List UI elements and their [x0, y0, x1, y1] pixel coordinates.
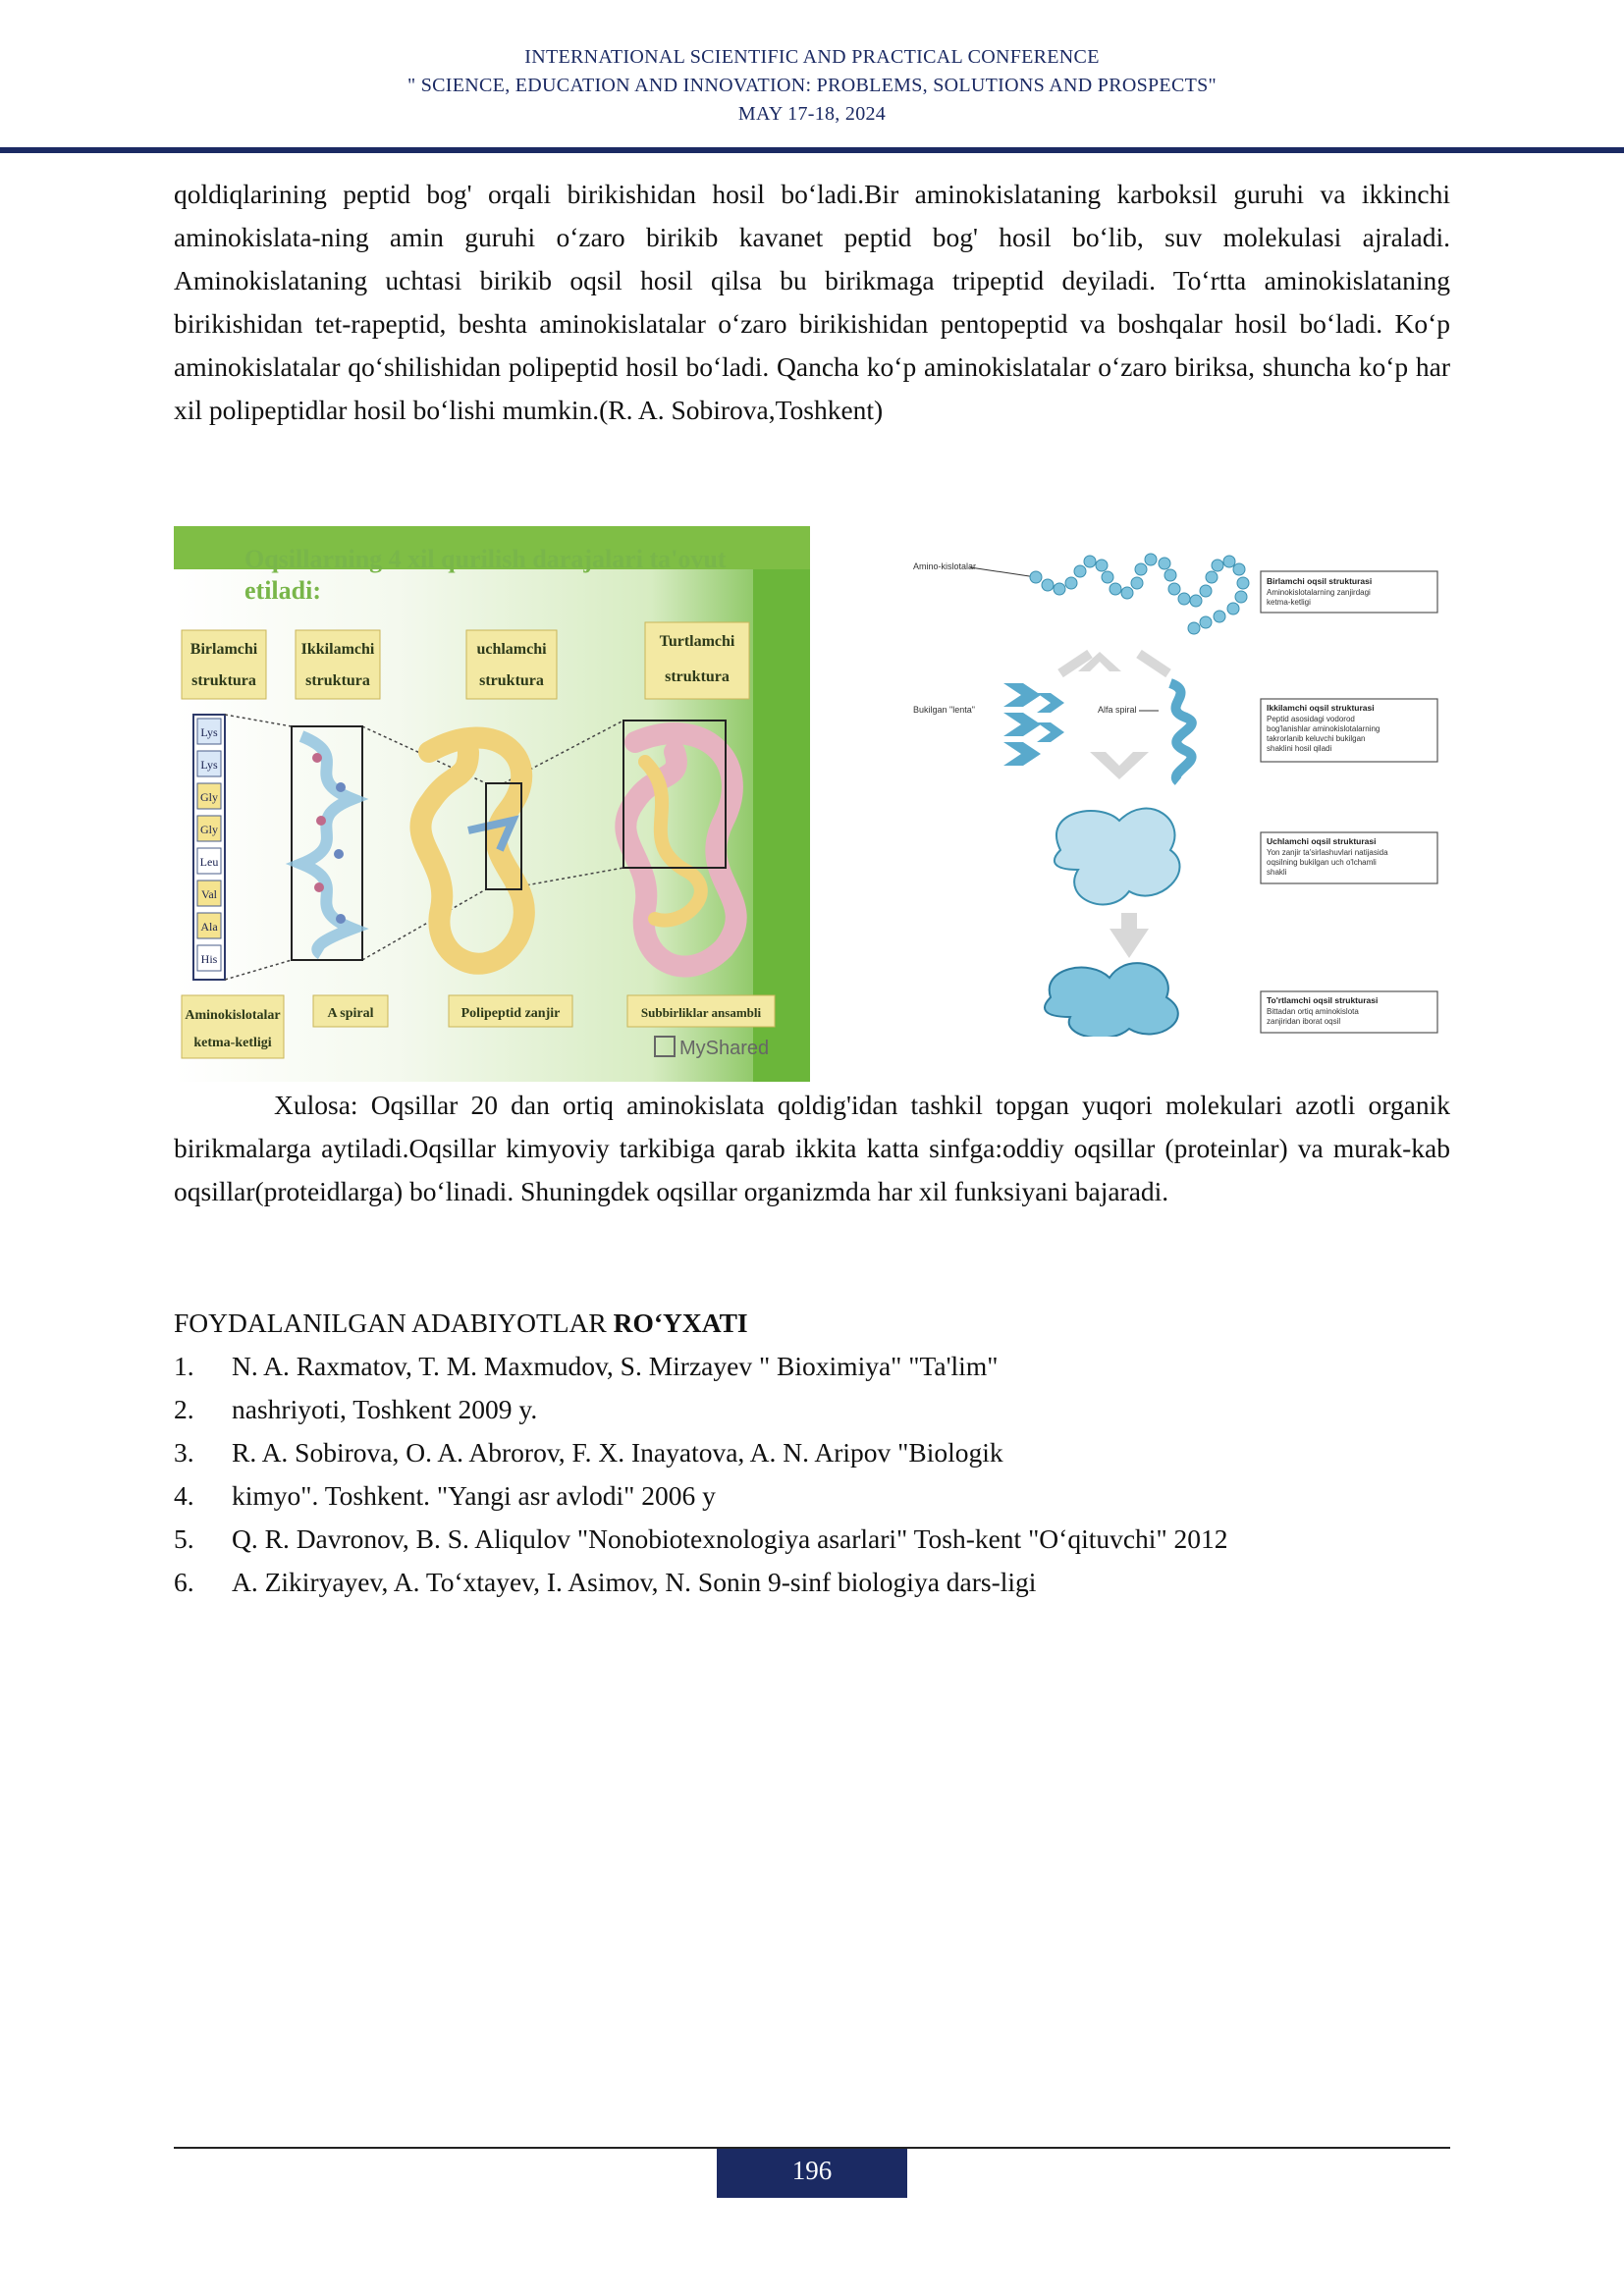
protein-structure-levels-figure	[174, 526, 810, 1082]
level-label-birlamchi	[182, 630, 266, 699]
amino-acid-7	[197, 945, 221, 971]
label-alfa-spiral: Alfa spiral	[1098, 705, 1137, 715]
label-polipeptid	[449, 995, 572, 1027]
svg-text:Peptid asosidagi vodorod: Peptid asosidagi vodorod	[1267, 715, 1355, 723]
reference-item: 1. N. A. Raxmatov, T. M. Maxmudov, S. Mirzayev " Bioximiya" "Ta'lim"	[174, 1351, 999, 1381]
amino-acid-3	[197, 816, 221, 841]
body-paragraph-1: qoldiqlarining peptid bog' orqali birikishidan hosil bo‘ladi.Bir aminokislataning karboksil guruhi va ikkinchi aminokislata-ning amin guruhi o‘zaro birikib kavanet peptid bog' hosil bo‘lib, suv molekulasi ajraladi. Aminokislataning uchtasi birikib oqsil hosil qilsa bu birikmaga tripeptid deyiladi. To‘rtta aminokislataning birikishidan tet-rapeptid, beshta aminokislatalar o‘zaro birikishidan pentopeptid va boshqalar hosil bo‘ladi. Ko‘p aminokislatalar qo‘shilishidan polipeptid hosil bo‘ladi. Qancha ko‘p aminokislatalar o‘zaro biriksa, shuncha ko‘p har xil polipeptidlar hosil bo‘lishi mumkin.(R. A. Sobirova,Toshkent)	[174, 179, 1450, 425]
svg-text:bog'lanishlar aminokislotalarn: bog'lanishlar aminokislotalarning	[1267, 724, 1380, 733]
header-line-2: " SCIENCE, EDUCATION AND INNOVATION: PROBLEMS, SOLUTIONS AND PROSPECTS"	[406, 75, 1217, 96]
beta-sheet-ribbons	[1003, 683, 1064, 766]
svg-text:ketma-ketligi: ketma-ketligi	[193, 1036, 272, 1050]
svg-text:His: His	[200, 952, 218, 966]
label-bukilgan-lenta: Bukilgan "lenta"	[913, 705, 975, 715]
svg-text:Gly: Gly	[200, 823, 218, 836]
header-divider	[0, 147, 1624, 153]
svg-text:Ikkilamchi oqsil strukturasi: Ikkilamchi oqsil strukturasi	[1267, 703, 1375, 713]
svg-text:Aminokislotalarning zanjirdagi: Aminokislotalarning zanjirdagi	[1267, 588, 1371, 597]
amino-acid-2	[197, 783, 221, 809]
level-4-line-1: Turtlamchi	[659, 633, 735, 650]
conference-header	[0, 43, 1624, 129]
svg-text:oqsilning bukilgan uch o'lcham: oqsilning bukilgan uch o'lchamli	[1267, 858, 1377, 867]
references-title-bold: RO‘YXATI	[613, 1308, 748, 1338]
svg-text:MyShared: MyShared	[679, 1038, 770, 1059]
amino-acid-chain	[193, 715, 225, 980]
reference-item: 5. Q. R. Davronov, B. S. Aliqulov "Nonobiotexnologiya asarlari" Tosh-kent "O‘qituvchi" 2012	[174, 1523, 1228, 1554]
protein-structure-scheme-figure	[913, 526, 1443, 1037]
primary-structure-box	[1261, 571, 1437, 613]
svg-text:Ala: Ala	[200, 920, 218, 934]
svg-text:zanjiridan iborat oqsil: zanjiridan iborat oqsil	[1267, 1017, 1341, 1026]
reference-item: 2. nashriyoti, Toshkent 2009 y.	[174, 1394, 538, 1424]
header-line-3: MAY 17-18, 2024	[737, 103, 887, 125]
svg-text:shakli: shakli	[1267, 868, 1287, 877]
level-label-ikkilamchi	[296, 630, 380, 699]
pointer-line	[970, 567, 1036, 577]
primary-bead-chain	[1030, 554, 1249, 634]
figure-title-line-1: Oqsillarning 4 xil qurilish darajalari ta'ovut	[244, 545, 727, 573]
level-4-line-2: struktura	[665, 668, 730, 685]
arrow-down-1	[1090, 752, 1149, 779]
header-line-1: INTERNATIONAL SCIENTIFIC AND PRACTICAL CONFERENCE	[524, 46, 1100, 68]
figure-title-line-2: etiladi:	[244, 576, 321, 605]
label-a-spiral	[313, 995, 388, 1027]
level-3-line-2: struktura	[479, 672, 544, 689]
amino-acid-0	[197, 719, 221, 744]
amino-acid-5	[197, 881, 221, 906]
svg-text:shaklini hosil qiladi: shaklini hosil qiladi	[1267, 744, 1332, 753]
svg-text:Lys: Lys	[200, 758, 218, 772]
reference-item: 3. R. A. Sobirova, O. A. Abrorov, F. X. Inayatova, A. N. Aripov "Biologik	[174, 1437, 1003, 1468]
svg-text:Birlamchi oqsil strukturasi: Birlamchi oqsil strukturasi	[1267, 576, 1373, 586]
page-number: 196	[717, 2149, 907, 2198]
level-label-turtlamchi	[645, 622, 749, 699]
label-aminokislotalar	[182, 995, 284, 1058]
secondary-structure-box	[1261, 699, 1437, 762]
level-3-line-1: uchlamchi	[476, 641, 547, 658]
amino-acid-1	[197, 751, 221, 776]
references-title-normal: FOYDALANILGAN ADABIYOTLAR	[174, 1308, 607, 1338]
svg-text:Val: Val	[201, 887, 217, 901]
label-subbirliklar	[627, 995, 775, 1027]
level-2-line-2: struktura	[305, 672, 370, 689]
level-label-uchlamchi	[466, 630, 557, 699]
level-1-line-2: struktura	[191, 672, 256, 689]
svg-text:A spiral: A spiral	[327, 1006, 374, 1021]
tertiary-ribbon	[1055, 809, 1180, 905]
svg-text:Leu: Leu	[199, 855, 219, 869]
svg-text:Gly: Gly	[200, 790, 218, 804]
body-paragraph-conclusion: Xulosa: Oqsillar 20 dan ortiq aminokislata qoldig'idan tashkil topgan yuqori molekulari azotli organik birikmalarga aytiladi.Oqsillar kimyoviy tarkibiga qarab ikkita katta sinfga:oddiy oqsillar (proteinlar) va murak-kab oqsillar(proteidlarga) bo‘linadi. Shuningdek oqsillar organizmda har xil funksiyani bajaradi.	[174, 1090, 1450, 1206]
references-list	[174, 1345, 1460, 1604]
reference-item: 4. kimyo". Toshkent. "Yangi asr avlodi" 2006 y	[174, 1480, 716, 1511]
svg-text:To'rtlamchi oqsil strukturasi: To'rtlamchi oqsil strukturasi	[1267, 995, 1379, 1005]
quaternary-structure-box	[1261, 991, 1437, 1033]
arrow-down-2	[1110, 913, 1149, 958]
svg-text:Uchlamchi oqsil strukturasi: Uchlamchi oqsil strukturasi	[1267, 836, 1377, 846]
svg-text:Yon zanjir ta'sirlashuvlari na: Yon zanjir ta'sirlashuvlari natijasida	[1267, 848, 1388, 857]
amino-acid-4	[197, 848, 221, 874]
references-title	[174, 1302, 748, 1345]
alpha-helix-ribbon	[1170, 683, 1192, 781]
svg-text:takrorlanib keluvchi bukilgan: takrorlanib keluvchi bukilgan	[1267, 734, 1366, 743]
label-amino-kislotalar: Amino-kislotalar	[913, 561, 977, 571]
svg-text:Aminokislotalar: Aminokislotalar	[185, 1008, 281, 1023]
level-2-line-1: Ikkilamchi	[300, 641, 375, 658]
svg-text:ketma-ketligi: ketma-ketligi	[1267, 598, 1311, 607]
svg-text:Lys: Lys	[200, 725, 218, 739]
svg-text:Bittadan ortiq aminokislota: Bittadan ortiq aminokislota	[1267, 1007, 1359, 1016]
svg-text:Subbirliklar ansambli: Subbirliklar ansambli	[640, 1005, 762, 1020]
tertiary-structure-box	[1261, 832, 1437, 883]
reference-item: 6. A. Zikiryayev, A. To‘xtayev, I. Asimov, N. Sonin 9-sinf biologiya dars-ligi	[174, 1567, 1037, 1597]
quaternary-ribbon	[1045, 963, 1178, 1037]
svg-text:Polipeptid zanjir: Polipeptid zanjir	[460, 1006, 561, 1021]
amino-acid-6	[197, 913, 221, 938]
level-1-line-1: Birlamchi	[189, 641, 258, 658]
